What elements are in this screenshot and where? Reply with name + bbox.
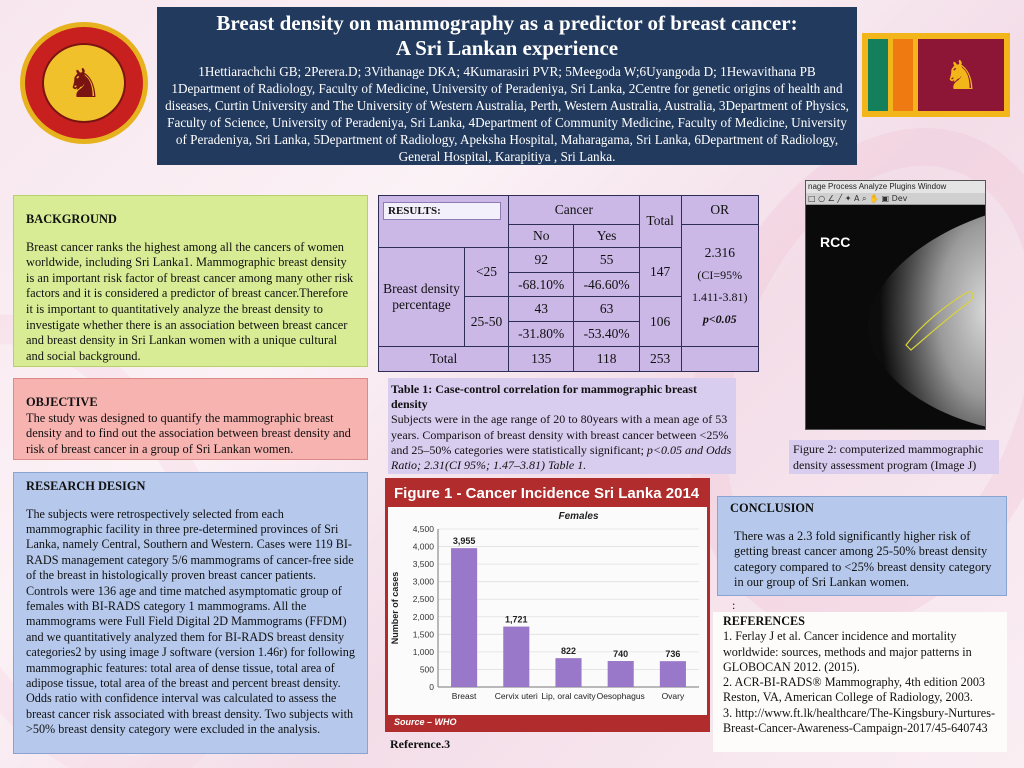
x-tick-label: Cervix uteri: [494, 691, 538, 701]
or-p-value: p<0.05: [702, 311, 737, 326]
y-tick-label: 4,500: [412, 524, 434, 534]
bar-ovary: [660, 661, 686, 687]
results-table: [378, 195, 759, 372]
rcc-marker: RCC: [820, 234, 851, 250]
objective-text: The study was designed to quantify the mammographic breast density and to find out the association between breast density and risk of breast cancer in a group of Sri Lankan women.: [26, 410, 351, 456]
conclusion-heading: CONCLUSION: [730, 501, 814, 515]
references-heading: REFERENCES: [723, 614, 805, 628]
total-no: 135: [509, 347, 574, 372]
bar-value-label: 740: [613, 649, 629, 660]
y-tick-label: 2,000: [412, 611, 434, 622]
imagej-toolbar: □ ○ ∠ ╱ ✦ A ⌕ ✋ ▣ Dev: [806, 193, 985, 205]
research-design-heading: RESEARCH DESIGN: [26, 479, 146, 493]
breast-density-label: Breast density percentage: [379, 247, 465, 346]
cell-25-50-no: 43: [509, 297, 574, 322]
total-row-label: Total: [379, 347, 509, 372]
author-affiliations: 1Hettiarachchi GB; 2Perera.D; 3Vithanage DKA; 4Kumarasiri PVR; 5Meegoda W;6Uyangoda D; 1Hewavithana PB 1Department of Radiology, Faculty of Medicine, University of Peradeniya, Sri Lanka, 2Centre for genetic origins of health and diseases, Curtin University and The University of Western Australia, Perth, Western Australia, Australia, 3Department of Physics, Faculty of Science, University of Peradeniya, Sri Lanka, 4Department of Community Medicine, Faculty of Medicine, University of Peradeniya, Sri Lanka, 5Department of Radiology, Apeksha Hospital, Maharagama, Sri Lanka, 6Department of Radiology, General Hospital, Karapitiya , Sri Lanka.: [165, 64, 849, 164]
table-caption-stats: p<0.05 and Odds Ratio; 2.31(CI 95%; 1.47–3.81) Table 1.: [391, 442, 732, 473]
bar-breast: [451, 548, 477, 687]
bar-value-label: 822: [560, 646, 577, 657]
y-tick-label: 0: [429, 682, 434, 692]
odds-ratio-cell: [681, 224, 759, 346]
objective-section: [13, 378, 368, 460]
x-tick-label: Breast: [451, 691, 477, 701]
bar-lip-oral-cavity: [555, 658, 581, 687]
reference-item: 1. Ferlay J et al. Cancer incidence and mortality worldwide: sources, methods and major patterns in GLOBOCAN 2012. (2015).: [723, 629, 972, 674]
bar-chart-svg: [388, 507, 707, 707]
total-all: 253: [639, 347, 681, 372]
row-lt25-label: <25: [465, 247, 509, 297]
y-tick-label: 3,500: [412, 559, 434, 570]
y-axis-label: Number of cases: [390, 571, 400, 645]
or-ci-1: (CI=95%: [697, 267, 743, 282]
results-label-cell: [379, 196, 509, 248]
poster-title: Breast density on mammography as a predictor of breast cancer: A Sri Lankan experience: [216, 11, 798, 60]
no-header: No: [509, 224, 574, 247]
results-label: RESULTS:: [383, 202, 501, 220]
y-tick-label: 1,000: [412, 646, 434, 657]
table-caption-title: Table 1: Case-control correlation for mammographic breast density: [391, 382, 697, 412]
cell-lt25-yes: 55: [574, 247, 639, 272]
chart-subtitle: Females: [558, 511, 599, 522]
research-design-text: The subjects were retrospectively selected from each mammographic facility in three pre-determined provinces of Sri Lanka, namely Central, Southern and Western. Cases were 119 BI-RADS management category 5/6 mammograms of cancer-free side of the breast in histologically proven breast cancer patients. Controls were 136 age and time matched asymptomatic group of females with BI-RADS category 1 mammograms. All the mammograms were Full Field Digital 2D Mammograms (FFDM) and we quantitatively analyzed them for BI-RADS breast density categories2 by using image J software (version 1.46r) for following mammographic features: total area of dense tissue, total area of adipose tissue, total area of the breast and percent breast density. Odds ratio with confidence interval was calculated to assess the breast cancer risk associated with breast density. Two subjects with >50% breast density category were excluded in the analysis.: [26, 506, 355, 737]
cancer-header: Cancer: [509, 196, 640, 225]
reference-item: 2. ACR-BI-RADS® Mammography, 4th edition 2003 Reston, VA, American College of Radiology, 2003.: [723, 675, 986, 705]
stray-colon: :: [732, 598, 736, 612]
lion-emblem-icon: ♞: [42, 43, 126, 123]
yes-header: Yes: [574, 224, 639, 247]
y-tick-label: 4,000: [412, 541, 434, 552]
total-yes: 118: [574, 347, 639, 372]
flag-green-stripe: [868, 39, 888, 111]
university-logo: [20, 22, 148, 144]
or-value: 2.316: [704, 244, 735, 260]
cell-25-50-yes: 63: [574, 297, 639, 322]
y-tick-label: 500: [419, 664, 434, 675]
chart-title: Figure 1 - Cancer Incidence Sri Lanka 2014: [388, 481, 707, 507]
bar-value-label: 1,721: [505, 614, 528, 625]
or-ci-2: 1.411-3.81): [691, 289, 748, 304]
total-or-blank: [681, 347, 759, 372]
poster-header: [157, 7, 857, 165]
background-text: Breast cancer ranks the highest among all the cancers of women worldwide, including Sri Lanka1. Mammographic breast density is an important risk factor of breast cancer among many other risk factors and it is considered a predictor of breast cancer.Therefore it is important to quantitatively analyze the breast density to investigate whether there is an association between breast cancer and breast density in Sri Lankan women with a unique cultural and social background.: [26, 239, 354, 363]
objective-heading: OBJECTIVE: [26, 395, 98, 409]
conclusion-text: There was a 2.3 fold significantly higher risk of getting breast cancer among 25-50% breast density category compared to <25% breast density category in our group of Sri Lankan women.: [734, 528, 992, 590]
y-tick-label: 1,500: [412, 629, 434, 640]
flag-orange-stripe: [893, 39, 913, 111]
cell-lt25-yes-pct: -46.60%: [574, 272, 639, 297]
y-tick-label: 3,000: [412, 576, 434, 587]
mammogram-image: [805, 180, 986, 430]
bar-value-label: 3,955: [452, 536, 476, 547]
bar-cervix-uteri: [503, 627, 529, 687]
or-header: OR: [681, 196, 759, 225]
cell-lt25-no-pct: -68.10%: [509, 272, 574, 297]
table-caption-text: Subjects were in the age range of 20 to 80years with a mean age of 53 years. Comparison of breast density with breast cancer between <25% and 25–50% categories were statistically significant;: [391, 412, 729, 457]
cancer-incidence-chart: [385, 478, 710, 732]
x-tick-label: Lip, oral cavity: [541, 691, 596, 701]
background-section: [13, 195, 368, 367]
total-header: Total: [639, 196, 681, 248]
background-heading: BACKGROUND: [26, 212, 117, 226]
y-tick-label: 2,500: [412, 594, 434, 605]
bar-oesophagus: [608, 661, 634, 687]
references-section: [713, 612, 1007, 752]
cell-25-50-no-pct: -31.80%: [509, 322, 574, 347]
reference-item: 3. http://www.ft.lk/healthcare/The-Kingsbury-Nurtures-Breast-Cancer-Awareness-Campaign-2017/45-640743: [723, 705, 995, 736]
cell-25-50-total: 106: [639, 297, 681, 347]
cell-25-50-yes-pct: -53.40%: [574, 322, 639, 347]
bar-value-label: 736: [665, 649, 681, 660]
cell-lt25-no: 92: [509, 247, 574, 272]
x-tick-label: Oesophagus: [596, 691, 645, 701]
figure2-caption: Figure 2: computerized mammographic density assessment program (Image J): [789, 440, 999, 474]
chart-source: Source – WHO: [388, 715, 707, 729]
mammogram-scan: [806, 205, 986, 430]
figure1-reference: Reference.3: [390, 737, 451, 751]
sri-lanka-flag: [862, 33, 1010, 117]
x-tick-label: Ovary: [661, 691, 685, 701]
conclusion-section: [717, 496, 1007, 596]
cell-lt25-total: 147: [639, 247, 681, 297]
flag-lion-icon: ♞: [918, 39, 1004, 111]
row-25-50-label: 25-50: [465, 297, 509, 347]
imagej-menu-bar: nage Process Analyze Plugins Window: [806, 181, 985, 193]
table-caption: [388, 378, 736, 474]
research-design-section: [13, 472, 368, 754]
